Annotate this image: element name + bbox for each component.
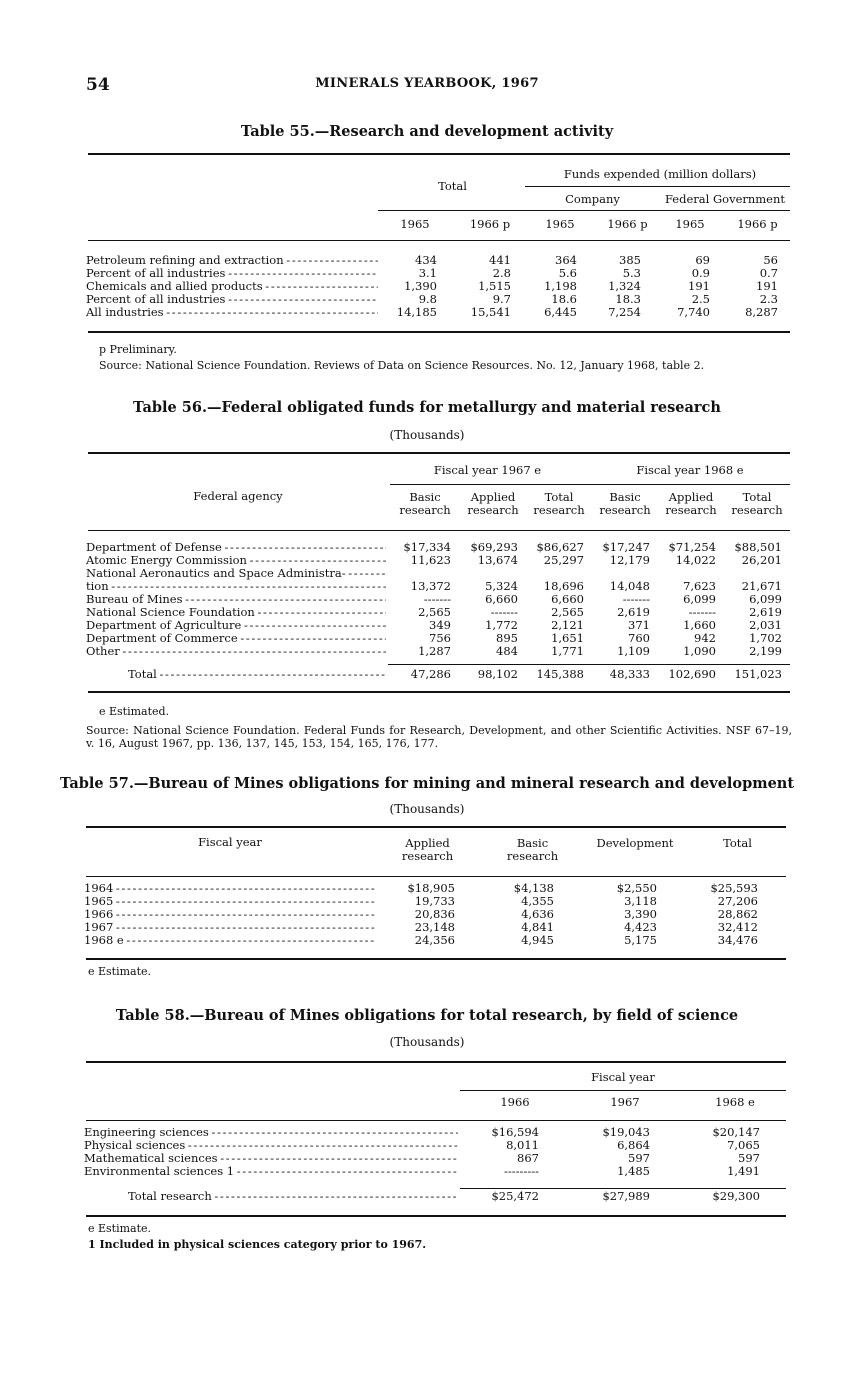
t56-cell: 371 (628, 618, 650, 632)
t56-total-cell: 145,388 (536, 667, 584, 681)
t56-cell: 2,031 (749, 618, 782, 632)
t56-top-rule (88, 452, 790, 454)
t56-cell: 1,660 (683, 618, 716, 632)
t55-cell: 2.5 (691, 292, 710, 306)
t57-cell: 4,355 (521, 894, 554, 908)
t55-year-3: 1966 p (607, 217, 648, 231)
t55-h-company: Company (565, 192, 620, 206)
t58-row-label: Engineering sciences - - - (84, 1126, 458, 1139)
t55-cell: 191 (756, 279, 778, 293)
t57-bottom-rule (86, 958, 786, 960)
t56-cell: $71,254 (668, 540, 716, 554)
t56-row-label: Department of Agriculture - - - (86, 619, 386, 632)
t57-cell: $25,593 (710, 881, 758, 895)
t56-cell: 484 (496, 644, 518, 658)
t56-cell: ------- (490, 605, 518, 619)
t57-cell: 19,733 (414, 894, 455, 908)
t57-col-head: Basic research (506, 836, 559, 863)
table55-title: Table 55.—Research and development activity (240, 123, 614, 140)
t58-cell: 867 (517, 1151, 539, 1165)
t56-cell: ------- (688, 605, 716, 619)
t56-rule-fy (390, 484, 790, 485)
t56-rule-total (388, 664, 790, 665)
t58-cell: 8,011 (506, 1138, 539, 1152)
t56-cell: 942 (694, 631, 716, 645)
t56-col-head: Applied research (665, 490, 717, 517)
t57-cell: 28,862 (717, 907, 758, 921)
t58-total-label: Total research - - - (128, 1190, 458, 1203)
t57-cell: 4,945 (521, 933, 554, 947)
t56-cell: $17,247 (602, 540, 650, 554)
t57-col-head: Applied research (401, 836, 454, 863)
t55-cell: 0.9 (691, 266, 710, 280)
t57-note-estimate: e Estimate. (88, 965, 152, 978)
t55-cell: 15,541 (470, 305, 511, 319)
t56-row-label: Department of Defense - - - (86, 541, 386, 554)
t56-cell: 6,099 (749, 592, 782, 606)
t57-col-head: Development (596, 836, 674, 850)
t56-total-cell: 98,102 (477, 667, 518, 681)
t56-cell: 14,022 (675, 553, 716, 567)
t58-h-fy: Fiscal year (591, 1070, 655, 1084)
t57-cell: $4,138 (513, 881, 554, 895)
t56-total-cell: 151,023 (734, 667, 782, 681)
t56-col-head: Basic research (399, 490, 451, 517)
t55-note-source: Source: National Science Foundation. Reviews of Data on Science Resources. No. 12, January 1968, table 2. (99, 359, 705, 372)
t58-top-rule (86, 1061, 786, 1063)
t58-cell: $19,043 (602, 1125, 650, 1139)
t57-row-label: 1964 - - - (84, 882, 376, 895)
t56-total-label: Total - - - (128, 668, 386, 681)
t55-cell: 2.8 (492, 266, 511, 280)
t56-cell: ------- (423, 592, 451, 606)
running-head: MINERALS YEARBOOK, 1967 (315, 76, 539, 91)
t58-cell: 1,491 (727, 1164, 760, 1178)
t56-cell: 25,297 (543, 553, 584, 567)
t58-total-cell: $29,300 (712, 1189, 760, 1203)
t56-cell: 2,121 (551, 618, 584, 632)
t58-cell: 597 (628, 1151, 650, 1165)
t55-cell: 69 (695, 253, 710, 267)
table56-title: Table 56.—Federal obligated funds for metallurgy and material research (133, 399, 721, 416)
t57-cell: 5,175 (624, 933, 657, 947)
t56-cell: 895 (496, 631, 518, 645)
t56-cell: 13,674 (477, 553, 518, 567)
t58-cell: 7,065 (727, 1138, 760, 1152)
t57-cell: 23,148 (414, 920, 455, 934)
t56-cell: 2,565 (418, 605, 451, 619)
t55-rule-years (378, 210, 790, 211)
t56-note-source: Source: National Science Foundation. Federal Funds for Research, Development, and other Scientific Activities. NSF 67–19, v. 16, August 1967, pp. 136, 137, 145, 153, 154, 165, 176, 177. (86, 724, 792, 750)
t55-year-5: 1966 p (737, 217, 778, 231)
t56-rule-body (88, 530, 790, 531)
t58-cell: $16,594 (491, 1125, 539, 1139)
t55-cell: 5.6 (558, 266, 577, 280)
t56-cell: 18,696 (543, 579, 584, 593)
t58-cell: 597 (738, 1151, 760, 1165)
t58-cell: 1,485 (617, 1164, 650, 1178)
t55-year-4: 1965 (675, 217, 705, 231)
t57-top-rule (86, 826, 786, 828)
t57-cell: 34,476 (717, 933, 758, 947)
t58-col-head: 1967 (610, 1095, 640, 1109)
t58-note-footnote: 1 Included in physical sciences category prior to 1967. (88, 1238, 427, 1251)
t56-cell: 6,660 (485, 592, 518, 606)
table55-top-rule (88, 153, 790, 155)
t56-cell: 756 (429, 631, 451, 645)
t55-row-label: Petroleum refining and extraction - - - (86, 254, 378, 267)
t56-cell: 6,660 (551, 592, 584, 606)
t56-h-fy68: Fiscal year 1968 e (636, 463, 744, 477)
t56-row-label: Other - - - (86, 645, 386, 658)
t57-cell: 3,390 (624, 907, 657, 921)
t58-note-estimate: e Estimate. (88, 1222, 152, 1235)
t57-row-label: 1967 - - - (84, 921, 376, 934)
table58-title: Table 58.—Bureau of Mines obligations for total research, by field of science (115, 1007, 739, 1024)
t55-note-preliminary: p Preliminary. (99, 343, 177, 356)
t55-row-label: Percent of all industries - - - (86, 267, 378, 280)
t55-rule-funds (525, 186, 790, 187)
page-number: 54 (86, 75, 110, 95)
t55-cell: 191 (688, 279, 710, 293)
t56-cell: ------- (622, 592, 650, 606)
t56-row-label: Department of Commerce - - - (86, 632, 386, 645)
t56-cell: $88,501 (734, 540, 782, 554)
t55-cell: 5.3 (622, 266, 641, 280)
t55-h-total: Total (438, 179, 467, 193)
t56-h-fy67: Fiscal year 1967 e (433, 463, 542, 477)
t55-cell: 7,740 (677, 305, 710, 319)
t55-rule-body (88, 240, 790, 241)
table56-unit: (Thousands) (389, 428, 465, 442)
t56-col-head: Total research (533, 490, 585, 517)
t55-cell: 2.3 (759, 292, 778, 306)
t55-cell: 14,185 (396, 305, 437, 319)
t56-cell: 349 (429, 618, 451, 632)
t56-cell: 21,671 (741, 579, 782, 593)
t56-row-label: Bureau of Mines - - - (86, 593, 386, 606)
t56-cell: 2,619 (617, 605, 650, 619)
t55-cell: 1,390 (404, 279, 437, 293)
t57-cell: 20,836 (414, 907, 455, 921)
t55-cell: 1,324 (608, 279, 641, 293)
t56-cell: 7,623 (683, 579, 716, 593)
t58-cell: --------- (504, 1164, 539, 1178)
t55-cell: 1,198 (544, 279, 577, 293)
t56-note-estimated: e Estimated. (99, 705, 170, 718)
t56-cell: 12,179 (609, 553, 650, 567)
t57-row-label: 1966 - - - (84, 908, 376, 921)
t58-rule-fy (460, 1090, 786, 1091)
t55-row-label: Percent of all industries - - - (86, 293, 378, 306)
t55-cell: 441 (489, 253, 511, 267)
t55-cell: 18.6 (551, 292, 577, 306)
t58-row-label: Environmental sciences 1 - - - (84, 1165, 458, 1178)
t57-cell: 3,118 (624, 894, 657, 908)
t56-cell: 760 (628, 631, 650, 645)
t56-cell: $86,627 (536, 540, 584, 554)
t56-cell: $17,334 (403, 540, 451, 554)
t56-cell: 2,565 (551, 605, 584, 619)
t55-year-1: 1966 p (469, 217, 511, 231)
t58-cell: 6,864 (617, 1138, 650, 1152)
t58-bottom-rule (86, 1215, 786, 1217)
t57-cell: $2,550 (616, 881, 657, 895)
t55-year-0: 1965 (400, 217, 430, 231)
t58-total-cell: $25,472 (491, 1189, 539, 1203)
t55-h-federal: Federal Government (664, 192, 786, 206)
t56-cell: 1,090 (683, 644, 716, 658)
t55-cell: 9.7 (492, 292, 511, 306)
t57-cell: 24,356 (414, 933, 455, 947)
t56-row-label: National Science Foundation - - - (86, 606, 386, 619)
t55-cell: 8,287 (745, 305, 778, 319)
t56-row-label: tion - - - (86, 580, 386, 593)
t56-cell: 13,372 (410, 579, 451, 593)
t55-cell: 56 (763, 253, 778, 267)
t56-cell: 1,287 (418, 644, 451, 658)
t55-cell: 434 (415, 253, 437, 267)
t56-cell: 2,619 (749, 605, 782, 619)
t56-total-cell: 47,286 (410, 667, 451, 681)
t58-row-label: Mathematical sciences - - - (84, 1152, 458, 1165)
t57-h-year: Fiscal year (198, 835, 262, 849)
t56-cell: 1,702 (749, 631, 782, 645)
t55-cell: 7,254 (608, 305, 641, 319)
t56-cell: 2,199 (749, 644, 782, 658)
t56-cell: 26,201 (741, 553, 782, 567)
t56-col-head: Total research (731, 490, 783, 517)
t55-cell: 6,445 (544, 305, 577, 319)
t58-row-label: Physical sciences - - - (84, 1139, 458, 1152)
table58-unit: (Thousands) (389, 1035, 465, 1049)
t56-col-head: Applied research (467, 490, 519, 517)
t56-cell: 14,048 (609, 579, 650, 593)
t56-cell: 11,623 (410, 553, 451, 567)
t57-cell: $18,905 (407, 881, 455, 895)
t56-col-head: Basic research (599, 490, 651, 517)
t56-cell: 1,772 (485, 618, 518, 632)
t55-h-funds: Funds expended (million dollars) (563, 167, 757, 181)
t56-cell: $69,293 (470, 540, 518, 554)
t56-row-label: National Aeronautics and Space Administra- - - - (86, 567, 386, 580)
t55-cell: 3.1 (418, 266, 437, 280)
t56-cell: 1,109 (617, 644, 650, 658)
t57-col-head: Total (723, 836, 752, 850)
t58-col-head: 1968 e (715, 1095, 755, 1109)
t56-total-cell: 48,333 (609, 667, 650, 681)
t56-h-agency: Federal agency (193, 489, 283, 503)
t57-row-label: 1968 e - - - (84, 934, 376, 947)
t57-cell: 4,423 (624, 920, 657, 934)
t56-total-cell: 102,690 (668, 667, 716, 681)
t55-row-label: Chemicals and allied products - - - (86, 280, 378, 293)
t56-bottom-rule (88, 691, 790, 693)
table57-unit: (Thousands) (389, 802, 465, 816)
t55-cell: 364 (555, 253, 577, 267)
t55-cell: 1,515 (478, 279, 511, 293)
t55-cell: 9.8 (418, 292, 437, 306)
t56-row-label: Atomic Energy Commission - - - (86, 554, 386, 567)
t55-cell: 385 (619, 253, 641, 267)
t57-rule-body (86, 876, 786, 877)
t56-cell: 6,099 (683, 592, 716, 606)
t55-cell: 18.3 (615, 292, 641, 306)
t58-cell: $20,147 (712, 1125, 760, 1139)
t57-cell: 27,206 (717, 894, 758, 908)
t56-cell: 1,771 (551, 644, 584, 658)
t57-row-label: 1965 - - - (84, 895, 376, 908)
t58-col-head: 1966 (500, 1095, 530, 1109)
t56-cell: 5,324 (485, 579, 518, 593)
t55-bottom-rule (88, 331, 790, 333)
t55-year-2: 1965 (545, 217, 575, 231)
t57-cell: 32,412 (717, 920, 758, 934)
t58-rule-body (86, 1120, 786, 1121)
table57-title: Table 57.—Bureau of Mines obligations for mining and mineral research and development (59, 775, 795, 792)
t55-row-label: All industries - - - (86, 306, 378, 319)
t56-cell: 1,651 (551, 631, 584, 645)
t57-cell: 4,636 (521, 907, 554, 921)
t57-cell: 4,841 (521, 920, 554, 934)
t55-cell: 0.7 (759, 266, 778, 280)
t58-total-cell: $27,989 (602, 1189, 650, 1203)
